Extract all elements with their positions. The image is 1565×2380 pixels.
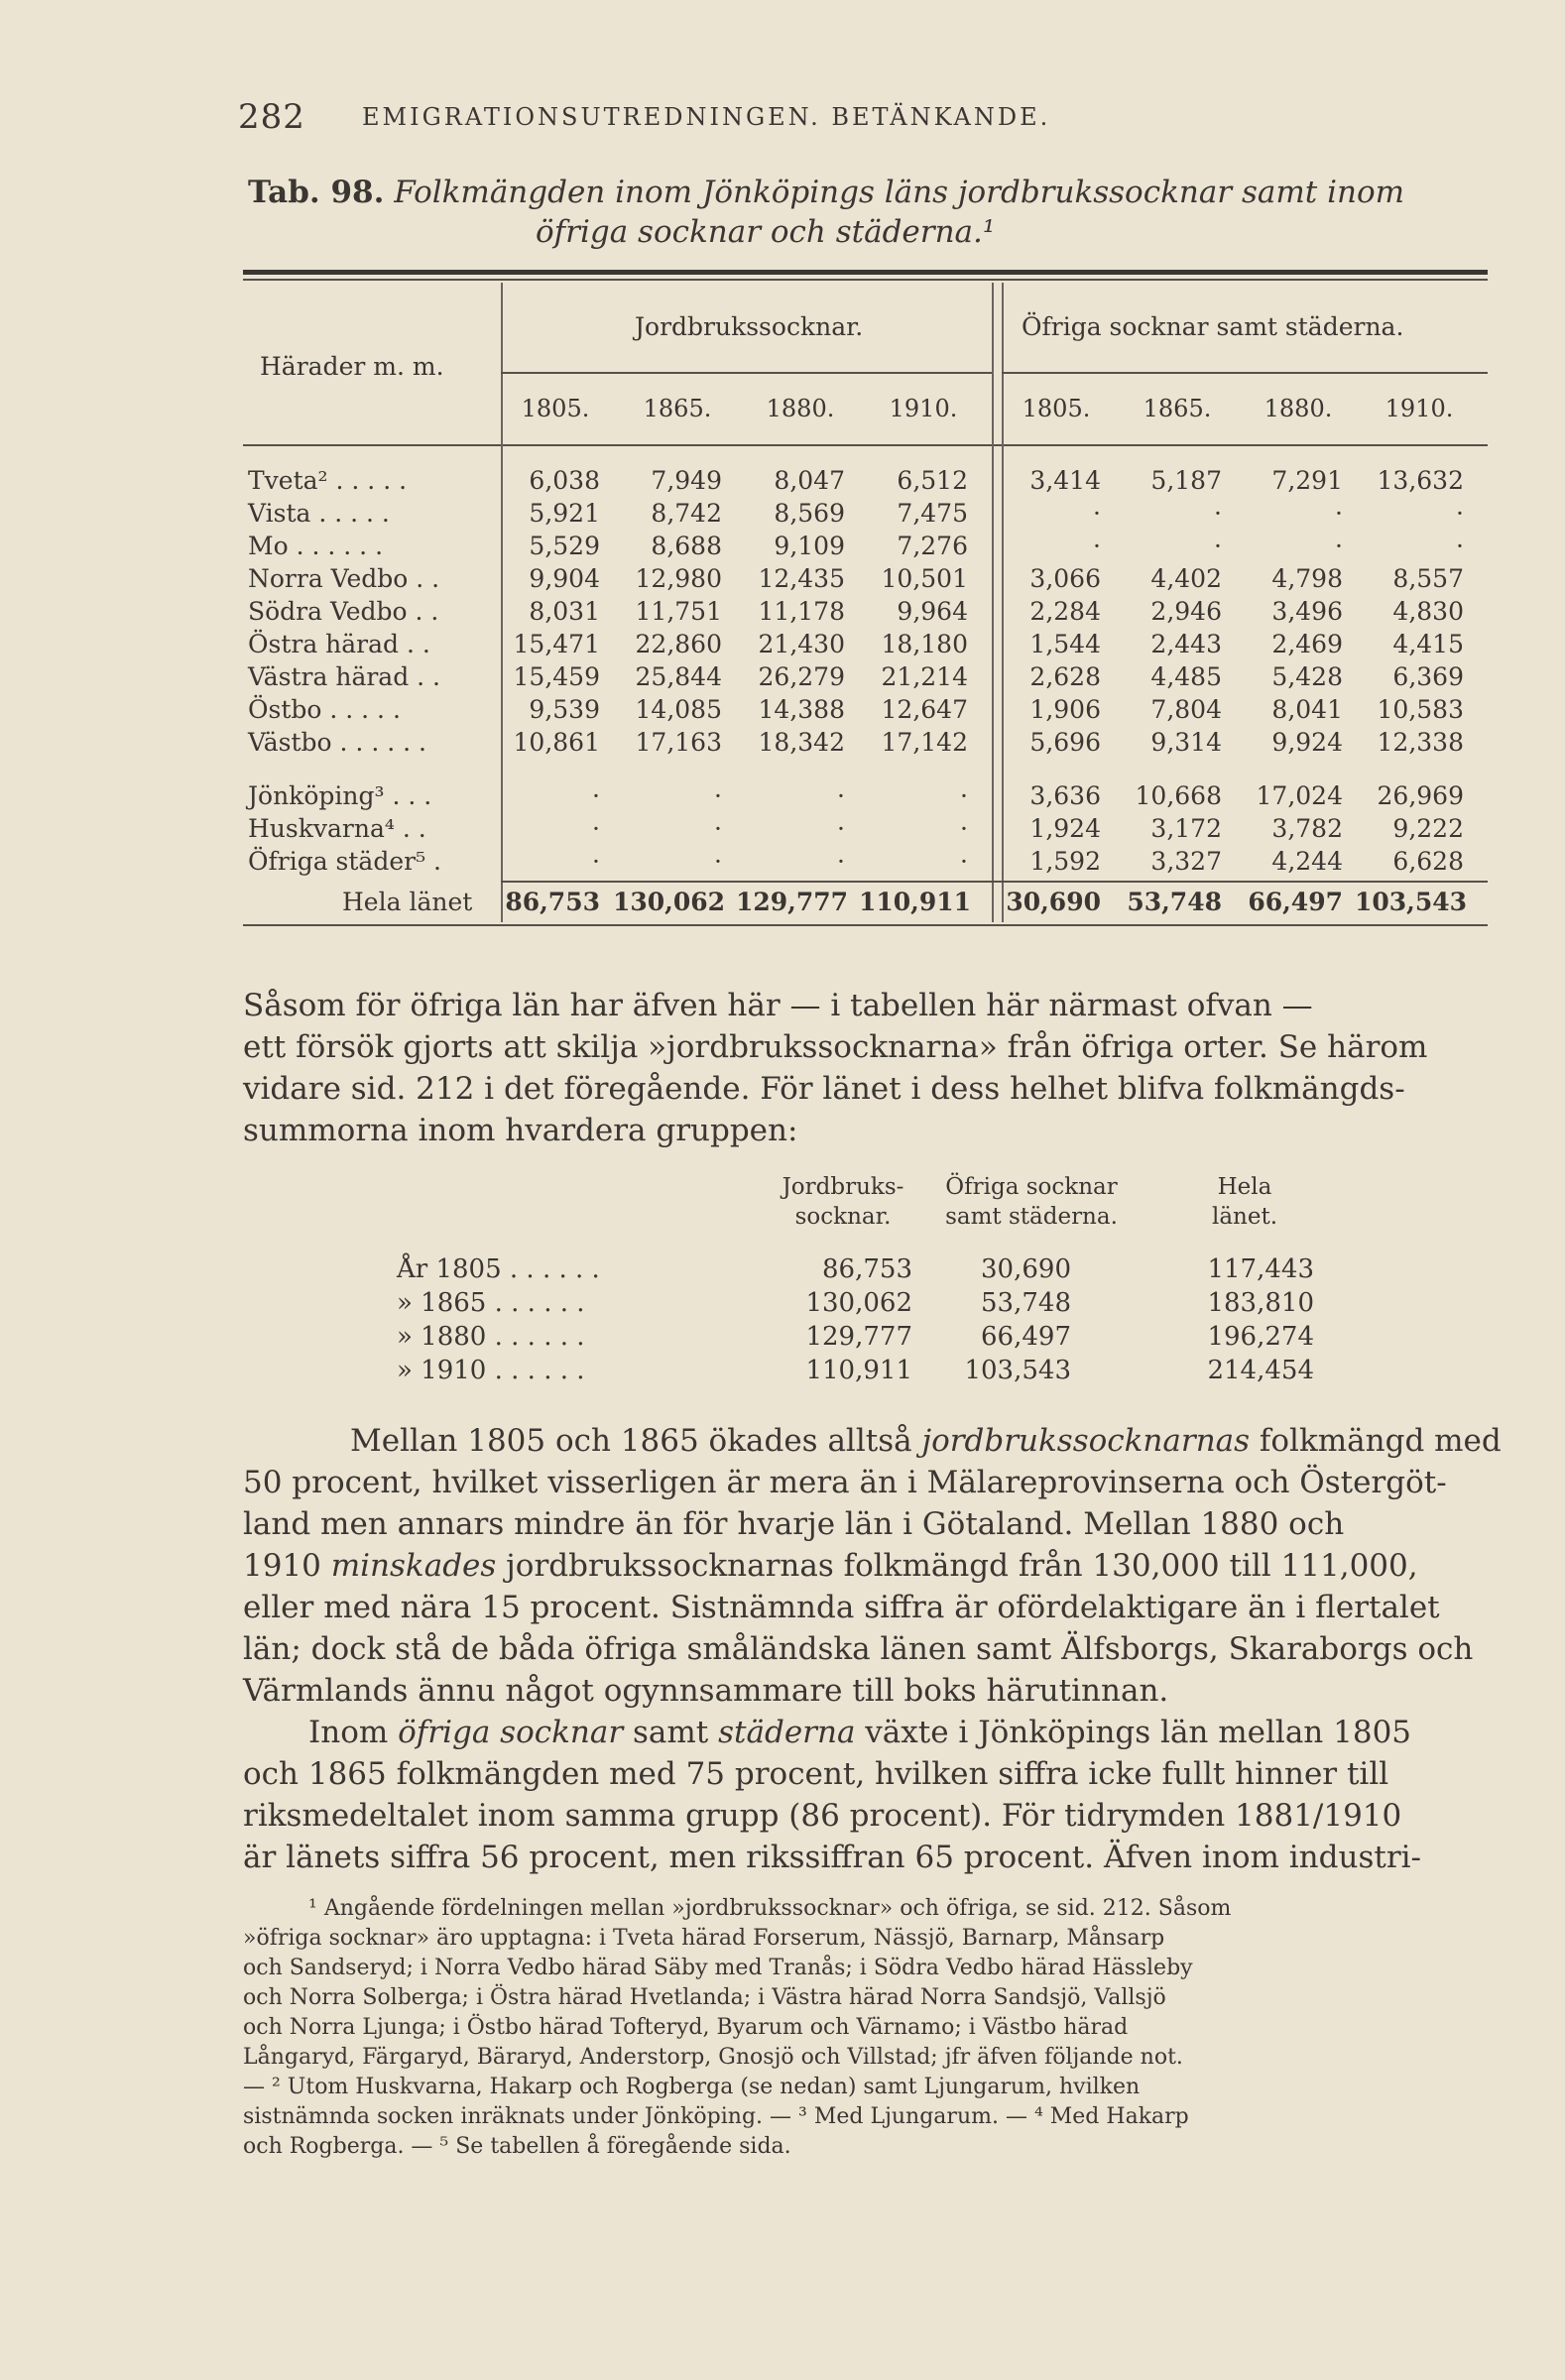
table-cell: 3,414 — [1029, 466, 1101, 495]
footnote-line: — ² Utom Huskvarna, Hakarp och Rogberga (se nedan) samt Ljungarum, hvilken — [243, 2075, 1141, 2099]
table-caption-line2: öfriga socknar och städerna.¹ — [536, 214, 996, 250]
header-line: Öfriga socknar — [945, 1174, 1118, 1200]
table-cell: · — [960, 847, 968, 876]
summary-year-label: » 1865 . . . . . . — [397, 1288, 585, 1318]
summary-row — [397, 1288, 1388, 1322]
table-cell: 9,109 — [774, 532, 845, 560]
table-caption-line1: Folkmängden inom Jönköpings läns jordbrukssocknar samt inom — [394, 175, 1405, 210]
group2-header-rule — [1002, 372, 1488, 374]
text-run: Inom — [308, 1715, 399, 1750]
summary-cell: 66,497 — [981, 1322, 1071, 1352]
header-line: socknar. — [794, 1204, 892, 1230]
table-row — [248, 532, 1488, 564]
table-cell: 129,777 — [736, 888, 849, 916]
table-cell: · — [1335, 532, 1343, 560]
table-cell: 9,964 — [897, 597, 968, 626]
table-top-rule — [243, 270, 1488, 275]
table-cell: · — [1456, 532, 1464, 560]
table-cell: 2,284 — [1029, 597, 1101, 626]
footnote-line: sistnämnda socken inräknats under Jönköping. — ³ Med Ljungarum. — ⁴ Med Hakarp — [243, 2104, 1189, 2129]
summary-cell: 130,062 — [805, 1288, 912, 1318]
table-cell: 6,628 — [1392, 847, 1464, 876]
table-cell: · — [592, 781, 600, 810]
table-cell: 3,782 — [1271, 814, 1343, 843]
paragraph-agri — [243, 1420, 1502, 1712]
text-run: samt — [623, 1715, 719, 1750]
table-cell: 18,342 — [758, 728, 845, 757]
table-cell: 9,314 — [1150, 728, 1222, 757]
row-label: Huskvarna⁴ . . — [248, 814, 426, 843]
table-cell: 10,668 — [1135, 781, 1222, 810]
total-rule — [501, 881, 1488, 883]
table-cell: 3,496 — [1271, 597, 1343, 626]
row-label: Västra härad . . — [248, 662, 440, 691]
table-cell: 8,569 — [774, 499, 845, 528]
table-row — [248, 695, 1488, 728]
row-label: Västbo . . . . . . — [248, 728, 426, 757]
table-cell: 17,163 — [635, 728, 722, 757]
summary-col1-header — [774, 1172, 912, 1232]
table-cell: 15,459 — [513, 662, 600, 691]
table-cell: 7,949 — [651, 466, 722, 495]
table-cell: 6,369 — [1392, 662, 1464, 691]
table-cell: 13,632 — [1377, 466, 1464, 495]
page-number: 282 — [238, 97, 305, 137]
table-cell: 22,860 — [635, 630, 722, 658]
text-run: jordbrukssocknarnas folkmängd från 130,000 till 111,000, — [496, 1548, 1418, 1584]
text-run: folkmängd med — [1250, 1423, 1502, 1459]
table-row — [248, 728, 1488, 761]
emphasis: öfriga socknar — [398, 1715, 624, 1750]
table-cell: 5,529 — [529, 532, 600, 560]
text-line: summorna inom hvardera gruppen: — [243, 1113, 798, 1148]
table-cell: 8,688 — [651, 532, 722, 560]
table-cell: 2,443 — [1150, 630, 1222, 658]
table-cell: 66,497 — [1248, 888, 1343, 916]
footnote-line: och Rogberga. — ⁵ Se tabellen å föregående sida. — [243, 2134, 791, 2159]
table-cell: 2,628 — [1029, 662, 1101, 691]
text-line: eller med nära 15 procent. Sistnämnda siffra är ofördelaktigare än i flertalet — [243, 1590, 1440, 1625]
year-header: 1805. — [1022, 395, 1091, 422]
row-label: Norra Vedbo . . — [248, 564, 440, 593]
table-cell: 17,142 — [881, 728, 968, 757]
table-cell: 6,038 — [529, 466, 600, 495]
table-cell: 26,969 — [1377, 781, 1464, 810]
year-header: 1865. — [643, 395, 712, 422]
table-cell: 103,543 — [1355, 888, 1468, 916]
table-cell: 12,435 — [758, 564, 845, 593]
table-cell: · — [960, 814, 968, 843]
table-cell: 7,291 — [1271, 466, 1343, 495]
summary-col2-header — [912, 1172, 1150, 1232]
table-cell: 3,066 — [1029, 564, 1101, 593]
table-cell: 8,041 — [1271, 695, 1343, 724]
row-label: Östbo . . . . . — [248, 695, 401, 724]
table-cell: · — [592, 814, 600, 843]
stub-header: Härader m. m. — [260, 352, 444, 381]
table-top-rule-inner — [243, 279, 1488, 281]
table-cell: 12,338 — [1377, 728, 1464, 757]
table-bottom-rule — [243, 924, 1488, 926]
table-cell: 8,031 — [529, 597, 600, 626]
table-cell: 9,539 — [529, 695, 600, 724]
summary-cell: 103,543 — [964, 1356, 1071, 1385]
table-cell: 12,647 — [881, 695, 968, 724]
table-cell: 2,469 — [1271, 630, 1343, 658]
footnote-line: och Norra Solberga; i Östra härad Hvetlanda; i Västra härad Norra Sandsjö, Vallsjö — [243, 1985, 1166, 2010]
summary-cell: 110,911 — [805, 1356, 912, 1385]
table-cell: 21,430 — [758, 630, 845, 658]
group1-header-rule — [501, 372, 992, 374]
table-cell: 30,690 — [1006, 888, 1101, 916]
header-line: samt städerna. — [945, 1204, 1118, 1230]
table-cell: 18,180 — [881, 630, 968, 658]
text-line — [243, 1420, 1502, 1462]
summary-cell: 196,274 — [1207, 1322, 1314, 1352]
table-cell: 5,428 — [1271, 662, 1343, 691]
row-label: Vista . . . . . — [248, 499, 390, 528]
table-cell: 12,980 — [635, 564, 722, 593]
footnote-line: ¹ Angående fördelningen mellan »jordbrukssocknar» och öfriga, se sid. 212. Såsom — [308, 1896, 1232, 1921]
table-cell: · — [714, 847, 722, 876]
text-line: vidare sid. 212 i det föregående. För länet i dess helhet blifva folkmängds- — [243, 1071, 1405, 1107]
table-cell: 11,178 — [758, 597, 845, 626]
row-label: Tveta² . . . . . — [248, 466, 408, 495]
text-line: Såsom för öfriga län har äfven här — i tabellen här närmast ofvan — — [243, 988, 1313, 1023]
text-line: är länets siffra 56 procent, men rikssiffran 65 procent. Äfven inom industri- — [243, 1840, 1422, 1875]
footnotes — [243, 1894, 1483, 2162]
table-cell: 4,402 — [1150, 564, 1222, 593]
table-cell: 3,636 — [1029, 781, 1101, 810]
text-line: riksmedeltalet inom samma grupp (86 procent). För tidrymden 1881/1910 — [243, 1798, 1402, 1834]
table-cell: 86,753 — [505, 888, 600, 916]
table-cell: 1,592 — [1029, 847, 1101, 876]
text-line — [243, 1545, 1483, 1587]
table-cell: 15,471 — [513, 630, 600, 658]
table-cell: 7,276 — [897, 532, 968, 560]
table-total-row — [248, 888, 1488, 920]
table-caption — [248, 171, 1488, 214]
table-cell: 53,748 — [1127, 888, 1222, 916]
table-cell: 4,830 — [1392, 597, 1464, 626]
row-label: Mo . . . . . . — [248, 532, 384, 560]
table-cell: 10,501 — [881, 564, 968, 593]
row-label: Jönköping³ . . . — [248, 781, 432, 810]
table-cell: · — [960, 781, 968, 810]
table-cell: 26,279 — [758, 662, 845, 691]
table-row — [248, 847, 1488, 880]
table-cell: 5,696 — [1029, 728, 1101, 757]
table-cell: 5,187 — [1150, 466, 1222, 495]
header-line: länet. — [1211, 1204, 1278, 1230]
header-line: Jordbruks- — [782, 1174, 904, 1200]
table-cell: 3,172 — [1150, 814, 1222, 843]
text-run: växte i Jönköpings län mellan 1805 — [855, 1715, 1412, 1750]
table-row — [248, 630, 1488, 662]
table-cell: · — [1093, 532, 1101, 560]
table-cell: 4,244 — [1271, 847, 1343, 876]
table-cell: 10,861 — [513, 728, 600, 757]
table-row — [248, 499, 1488, 532]
table-cell: 21,214 — [881, 662, 968, 691]
text-run: 1910 — [243, 1548, 331, 1584]
table-cell: 5,921 — [529, 499, 600, 528]
table-cell: 25,844 — [635, 662, 722, 691]
row-label: Östra härad . . — [248, 630, 430, 658]
table-row — [248, 781, 1488, 814]
text-line: land men annars mindre än för hvarje län i Götaland. Mellan 1880 och — [243, 1506, 1345, 1542]
table-cell: 10,583 — [1377, 695, 1464, 724]
table-cell: 3,327 — [1150, 847, 1222, 876]
table-cell: 7,475 — [897, 499, 968, 528]
table-cell: · — [1214, 499, 1222, 528]
emphasis: städerna — [718, 1715, 856, 1750]
footnote-line: Långaryd, Färgaryd, Bäraryd, Anderstorp, Gnosjö och Villstad; jfr äfven följande not. — [243, 2045, 1183, 2070]
summary-year-label: » 1880 . . . . . . — [397, 1322, 585, 1352]
text-line: län; dock stå de båda öfriga småländska länen samt Älfsborgs, Skaraborgs och — [243, 1631, 1474, 1667]
table-cell: · — [1335, 499, 1343, 528]
table-cell: 1,906 — [1029, 695, 1101, 724]
table-row — [248, 662, 1488, 695]
summary-cell: 214,454 — [1207, 1356, 1314, 1385]
year-header: 1910. — [1384, 395, 1454, 422]
summary-cell: 129,777 — [805, 1322, 912, 1352]
summary-row — [397, 1322, 1388, 1356]
table-cell: 9,924 — [1271, 728, 1343, 757]
table-cell: 110,911 — [859, 888, 972, 916]
summary-cell: 53,748 — [981, 1288, 1071, 1318]
table-cell: 7,804 — [1150, 695, 1222, 724]
row-label: Öfriga städer⁵ . — [248, 847, 441, 876]
table-cell: · — [837, 814, 845, 843]
table-cell: 130,062 — [613, 888, 726, 916]
table-cell: 6,512 — [897, 466, 968, 495]
table-cell: 4,485 — [1150, 662, 1222, 691]
table-cell: 1,924 — [1029, 814, 1101, 843]
table-cell: 4,415 — [1392, 630, 1464, 658]
footnote-line: »öfriga socknar» äro upptagna: i Tveta härad Forserum, Nässjö, Barnarp, Månsarp — [243, 1926, 1165, 1951]
summary-cell: 30,690 — [981, 1254, 1071, 1284]
table-row — [248, 814, 1488, 847]
year-header: 1865. — [1143, 395, 1212, 422]
year-header: 1880. — [1264, 395, 1333, 422]
table-cell: · — [837, 781, 845, 810]
text-line — [243, 1712, 1483, 1753]
table-header-rule — [243, 444, 1488, 446]
table-cell: 2,946 — [1150, 597, 1222, 626]
text-line: 50 procent, hvilket visserligen är mera än i Mälareprovinserna och Östergöt- — [243, 1465, 1447, 1500]
group2-header: Öfriga socknar samt städerna. — [1022, 312, 1404, 341]
text-line: och 1865 folkmängden med 75 procent, hvilken siffra icke fullt hinner till — [243, 1756, 1389, 1792]
summary-cell: 117,443 — [1207, 1254, 1314, 1284]
text-line: ett försök gjorts att skilja »jordbrukssocknarna» från öfriga orter. Se härom — [243, 1029, 1428, 1065]
running-title: EMIGRATIONSUTREDNINGEN. BETÄNKANDE. — [362, 103, 1051, 131]
table-cell: · — [1456, 499, 1464, 528]
paragraph-towns — [243, 1712, 1483, 1878]
group1-header: Jordbrukssocknar. — [635, 312, 864, 341]
table-cell: · — [714, 814, 722, 843]
emphasis: jordbrukssocknarnas — [921, 1423, 1251, 1459]
table-cell: 11,751 — [635, 597, 722, 626]
footnote-line: och Norra Ljunga; i Östbo härad Tofteryd, Byarum och Värnamo; i Västbo härad — [243, 2015, 1129, 2040]
running-head — [238, 97, 1488, 141]
footnote-line: och Sandseryd; i Norra Vedbo härad Säby med Tranås; i Södra Vedbo härad Hässleby — [243, 1956, 1193, 1980]
paragraph-intro — [243, 985, 1483, 1151]
summary-col3-header — [1175, 1172, 1314, 1232]
table-row — [248, 564, 1488, 597]
table-cell: · — [1214, 532, 1222, 560]
row-label: Södra Vedbo . . — [248, 597, 439, 626]
table-cell: 1,544 — [1029, 630, 1101, 658]
year-header: 1880. — [766, 395, 835, 422]
table-cell: 14,085 — [635, 695, 722, 724]
summary-cell: 183,810 — [1207, 1288, 1314, 1318]
year-header: 1805. — [521, 395, 590, 422]
emphasis: minskades — [330, 1548, 497, 1584]
year-header: 1910. — [889, 395, 958, 422]
summary-year-label: » 1910 . . . . . . — [397, 1356, 585, 1385]
table-cell: 9,222 — [1392, 814, 1464, 843]
table-cell: 8,742 — [651, 499, 722, 528]
table-row — [248, 466, 1488, 499]
table-cell: · — [592, 847, 600, 876]
table-cell: 8,557 — [1392, 564, 1464, 593]
header-line: Hela — [1217, 1174, 1272, 1200]
table-cell: 14,388 — [758, 695, 845, 724]
row-label: Hela länet — [342, 888, 473, 916]
text-run: Mellan 1805 och 1865 ökades alltså — [350, 1423, 922, 1459]
table-cell: 9,904 — [529, 564, 600, 593]
table-number: Tab. 98. — [248, 175, 385, 210]
table-cell: 17,024 — [1256, 781, 1343, 810]
summary-row — [397, 1254, 1388, 1288]
table-cell: · — [837, 847, 845, 876]
summary-cell: 86,753 — [822, 1254, 912, 1284]
summary-year-label: År 1805 . . . . . . — [397, 1254, 600, 1284]
table-cell: 8,047 — [774, 466, 845, 495]
table-cell: · — [1093, 499, 1101, 528]
table-cell: · — [714, 781, 722, 810]
text-line: Värmlands ännu något ogynnsammare till boks härutinnan. — [243, 1673, 1169, 1709]
table-cell: 4,798 — [1271, 564, 1343, 593]
summary-row — [397, 1356, 1388, 1389]
table-row — [248, 597, 1488, 630]
